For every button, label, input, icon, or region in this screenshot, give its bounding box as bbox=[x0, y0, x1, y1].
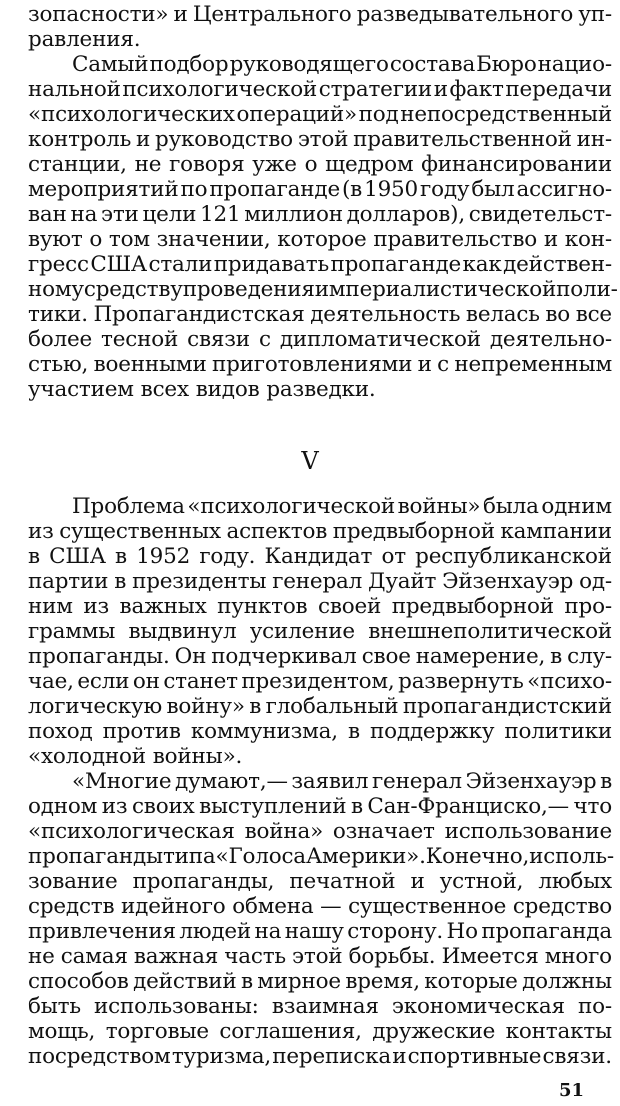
text-line: станции, не говоря уже о щедром финансировании bbox=[28, 152, 612, 177]
text-line: граммы выдвинул усиление внешнеполитической bbox=[28, 619, 612, 644]
section-heading: V bbox=[301, 447, 319, 475]
text-line: вуют о том значении, которое правительство и кон- bbox=[28, 227, 612, 252]
text-line: посредством туризма, переписка и спортивные связи. bbox=[28, 1044, 612, 1069]
text-block bbox=[28, 494, 612, 1069]
text-line: в США в 1952 году. Кандидат от республиканской bbox=[28, 544, 612, 569]
text-line: пропаганды типа «Голоса Америки». Конечно, исполь- bbox=[28, 844, 614, 869]
text-line: поход против коммунизма, в поддержку политики bbox=[28, 719, 612, 744]
text-line: равления. bbox=[28, 27, 141, 52]
text-line: средств идейного обмена — существенное средство bbox=[28, 894, 612, 919]
text-line: контроль и руководство этой правительственной ин- bbox=[28, 127, 612, 152]
text-line: тики. Пропагандистская деятельность велась во все bbox=[28, 302, 612, 327]
text-line: «психологическая война» означает использование bbox=[28, 819, 612, 844]
text-line: не самая важная часть этой борьбы. Имеется много bbox=[28, 944, 612, 969]
text-block bbox=[28, 2, 618, 402]
text-line: нальной психологической стратегии и факт передачи bbox=[28, 77, 612, 102]
text-line: Проблема «психологической войны» была одним bbox=[72, 494, 612, 519]
text-line: участием всех видов разведки. bbox=[28, 377, 376, 402]
text-line: партии в президенты генерал Дуайт Эйзенхауэр од- bbox=[28, 569, 612, 594]
text-line: из существенных аспектов предвыборной кампании bbox=[28, 519, 612, 544]
text-line: быть использованы: взаимная экономическая по- bbox=[28, 994, 612, 1019]
text-line: чае, если он станет президентом, развернуть «психо- bbox=[28, 669, 612, 694]
text-line: мощь, торговые соглашения, дружеские контакты bbox=[28, 1019, 612, 1044]
text-line: «холодной войны». bbox=[28, 744, 243, 769]
text-line: мероприятий по пропаганде (в 1950 году был ассигно- bbox=[28, 177, 612, 202]
text-line: ним из важных пунктов своей предвыборной про- bbox=[28, 594, 612, 619]
text-line: более тесной связи с дипломатической деятельно- bbox=[28, 327, 612, 352]
text-line: гресс США стали придавать пропаганде как действен- bbox=[28, 252, 612, 277]
text-line: одном из своих выступлений в Сан-Франциско,— что bbox=[28, 794, 612, 819]
page-number: 51 bbox=[558, 1080, 584, 1101]
text-line: логическую войну» в глобальный пропагандистский bbox=[28, 694, 612, 719]
text-line: Самый подбор руководящего состава Бюро нацио- bbox=[72, 52, 612, 77]
text-line: привлечения людей на нашу сторону. Но пропаганда bbox=[28, 919, 612, 944]
text-line: «психологических операций» под непосредственный bbox=[28, 102, 612, 127]
text-line: стью, военными приготовлениями и с непременным bbox=[28, 352, 612, 377]
text-line: ному средству проведения империалистической поли- bbox=[28, 277, 618, 302]
text-line: «Многие думают,— заявил генерал Эйзенхауэр в bbox=[72, 769, 612, 794]
text-line: зование пропаганды, печатной и устной, любых bbox=[28, 869, 612, 894]
text-line: ван на эти цели 121 миллион долларов), свидетельст- bbox=[28, 202, 612, 227]
text-line: зопасности» и Центрального разведывательного уп- bbox=[28, 2, 612, 27]
text-line: способов действий в мирное время, которые должны bbox=[28, 969, 612, 994]
text-line: пропаганды. Он подчеркивал свое намерение, в слу- bbox=[28, 644, 612, 669]
